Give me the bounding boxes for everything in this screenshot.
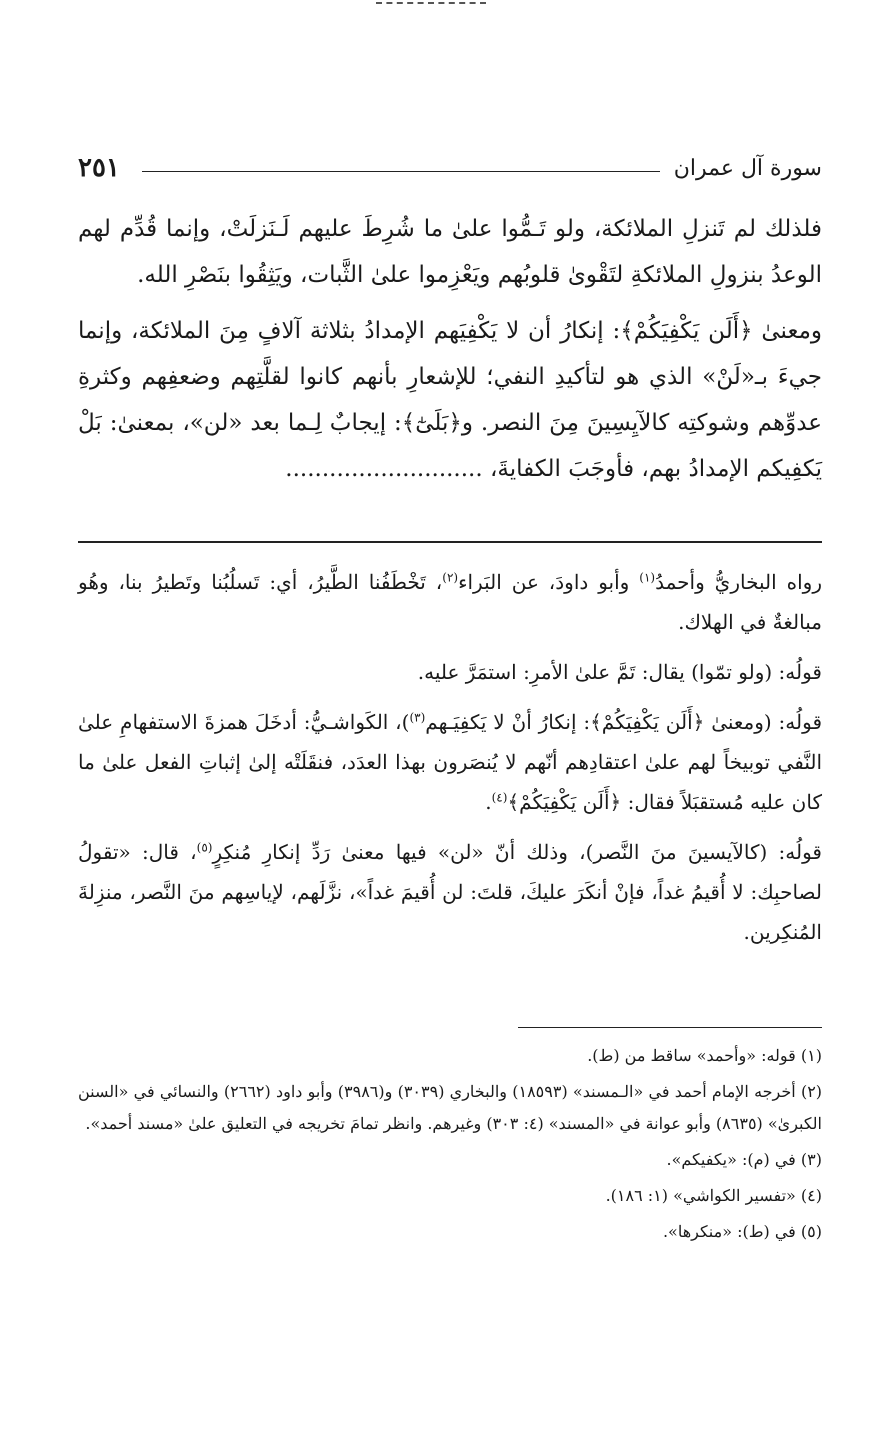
footnote-3: (٣) في (م): «يكفيكم». [666,1150,822,1169]
footnote-ref: (٢) [442,570,459,585]
page [78,0,822,1441]
commentary-text-run: قولُه: (كالآيسينَ منَ النَّصر)، وذلك أنّ «لن» فيها معنىٰ رَدِّ إنكارِ مُنكِرٍ [212,840,822,864]
footnote-2: (٢) أخرجه الإمام أحمد في «الـمسند» (١٨٥٩٣) والبخاري (٣٠٣٩) و(٣٩٨٦) وأبو داود (٢٦٦٢) والنسائي في «السنن الكبرىٰ» (٨٦٣٥) وأبو عوانة في «المسند» (٤: ٣٠٣) وغيرهم. وانظر تمامَ تخريجه في التعليق علىٰ «مسند أحمد». [78,1082,823,1133]
footnote-1: (١) قوله: «وأحمد» ساقط من (ط). [587,1046,822,1065]
main-paragraph-2: ومعنىٰ ﴿أَلَن يَكْفِيَكُمْ﴾: إنكارُ أن لا يَكْفِيَهم الإمدادُ بثلاثة آلافٍ مِنَ الملائكة، وإنما جيءَ بـ«لَنْ» الذي هو لتأكيدِ النفي؛ للإشعارِ بأنهم كانوا لقلَّتِهم وضعفِهم وكثرةِ عدوِّهم وشوكتِه كالآيِسِينَ مِنَ النصر. و﴿بَلَىٰٓ﴾: إيجابٌ لِـما بعد «لن»، بمعنىٰ: بَلْ يَكفِيكم الإمدادُ بهم، فأوجَبَ الكفايةَ، ........................... [78,318,822,482]
footnotes [78,1040,822,1252]
commentary-paragraph-3 [78,702,822,822]
main-text [78,206,822,502]
footnote-4: (٤) «تفسير الكواشي» (١: ١٨٦). [605,1186,822,1205]
header-rule [142,171,660,172]
top-dashed-mark [376,2,486,4]
commentary-paragraph-2: قولُه: (ولو تمّوا) يقال: تَمَّ علىٰ الأمرِ: استمَرَّ عليه. [417,660,822,684]
footnote-ref: (٥) [196,840,213,855]
footnote-divider [518,1027,822,1028]
footnote-5: (٥) في (ط): «منكرها». [662,1222,822,1241]
commentary-text-run: ، قال: «تقولُ لصاحبِك: لا أُقيمُ غداً، فإنْ أنكَرَ عليكَ، قلتَ: لن أُقيمَ غداً»، نزَّلَهم، لإياسِهم منَ النَّصر، منزِلةَ المُنكِرين. [78,840,822,944]
main-divider [78,541,822,543]
commentary-text-run: . [485,790,492,814]
footnote-ref: (٣) [409,710,426,725]
commentary-text-run: قولُه: (ومعنىٰ ﴿أَلَن يَكْفِيَكُمْ﴾: إنكارُ أنْ لا يَكفِيَـهم [425,710,823,734]
page-number: ٢٥١ [78,153,120,183]
commentary-text-run: ، تَخْطَفُنا الطَّيرُ، أي: تَسلُبُنا وتَطيرُ بنا، وهُو مبالغةٌ في الهلاك. [78,570,822,634]
commentary-text [78,562,822,962]
commentary-text-run: )، الكَواشـيُّ: أدخَلَ همزةَ الاستفهامِ علىٰ النَّفي توبيخاً لهم علىٰ اعتقادِهم أنّهم لا يُنصَرون بهذا العدَد، فنقَلَتْه إلىٰ إثباتِ الفعل علىٰ ما كان عليه مُستقبَلاً فقال: ﴿أَلَن يَكْفِيَكُمْ﴾ [78,710,822,814]
page-header [78,148,822,188]
footnote-ref: (١) [639,570,656,585]
footnote-ref: (٤) [491,790,508,805]
commentary-text-run: رواه البخاريُّ وأحمدُ [655,570,822,594]
commentary-paragraph-1 [78,562,822,642]
commentary-paragraph-4 [78,832,822,952]
main-paragraph-1: فلذلك لم تَنزلِ الملائكة، ولو تَـمُّوا علىٰ ما شُرِطَ عليهم لَـنَزلَتْ، وإنما قُدِّم لهم الوعدُ بنزولِ الملائكةِ لتَقْوىٰ قلوبُهم ويَعْزِموا علىٰ الثَّبات، ويَثِقُوا بنَصْرِ الله. [78,216,822,288]
surah-title: سورة آل عمران [673,155,822,181]
commentary-text-run: وأبو داودَ، عن البَراء [458,570,640,594]
